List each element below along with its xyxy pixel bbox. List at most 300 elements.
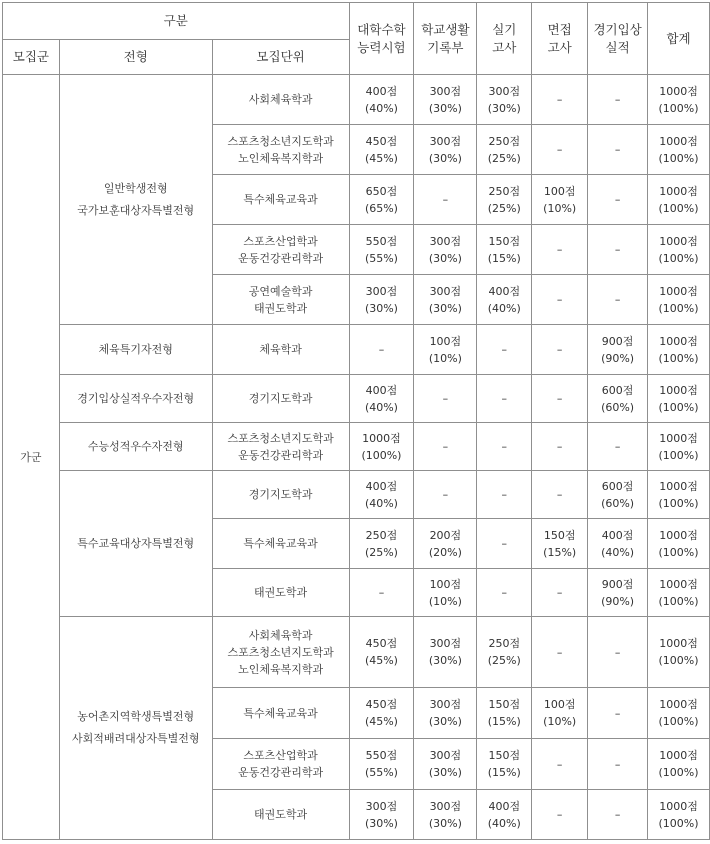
score-percent: (30%) [428, 251, 462, 265]
score-percent: (100%) [658, 496, 699, 510]
record-score-cell [414, 790, 477, 840]
empty-dash: – [442, 193, 449, 206]
recruit-unit-cell [212, 375, 349, 423]
csat-score-cell [349, 739, 414, 790]
empty-dash: – [556, 93, 563, 106]
table-row [3, 375, 710, 423]
score-percent: (90%) [601, 594, 635, 608]
empty-dash: – [556, 586, 563, 599]
score-points: 900점 [601, 577, 634, 591]
score-percent: (20%) [428, 545, 462, 559]
empty-dash: – [556, 808, 563, 821]
admission-type-label: 수능성적우수자전형 [87, 440, 184, 453]
score-points: 1000점 [659, 577, 698, 591]
record-score-cell [414, 423, 477, 471]
score-points: 150점 [488, 698, 521, 711]
score-points: 1000점 [659, 528, 698, 542]
csat-score-cell [349, 225, 414, 275]
score-percent: (40%) [487, 301, 521, 315]
score-points: 250점 [488, 184, 521, 198]
competition-score-cell [588, 175, 648, 225]
practical-score-cell [477, 617, 532, 688]
recruit-unit-label: 노인체육복지학과 [238, 151, 324, 165]
score-points: 150점 [488, 234, 521, 248]
total-score-cell [648, 125, 710, 175]
interview-score-cell [532, 569, 588, 617]
table-row [3, 75, 710, 125]
score-percent: (15%) [543, 545, 577, 559]
interview-score-cell [532, 75, 588, 125]
table-row [3, 325, 710, 375]
competition-score-cell [588, 471, 648, 519]
interview-score-cell [532, 325, 588, 375]
csat-score-cell [349, 790, 414, 840]
score-points: 1000점 [659, 431, 698, 445]
score-points: 1000점 [659, 284, 698, 298]
admission-type-cell [59, 375, 212, 423]
practical-score-cell [477, 325, 532, 375]
score-points: 600점 [601, 383, 634, 397]
score-percent: (60%) [601, 400, 635, 414]
empty-dash: – [556, 293, 563, 306]
score-percent: (55%) [364, 251, 398, 265]
score-percent: (55%) [364, 766, 398, 779]
record-score-cell [414, 471, 477, 519]
empty-dash: – [501, 343, 508, 356]
score-percent: (45%) [364, 151, 398, 165]
csat-score-cell [349, 325, 414, 375]
empty-dash: – [614, 143, 621, 156]
table-row [3, 617, 710, 688]
header-competition-record: 경기입상 실적 [588, 3, 648, 75]
recruit-unit-label: 태권도학과 [254, 586, 308, 599]
csat-score-cell [349, 125, 414, 175]
empty-dash: – [556, 243, 563, 256]
empty-dash: – [442, 392, 449, 405]
admission-type-label: 특수교육대상자특별전형 [77, 537, 195, 550]
recruit-unit-cell [212, 739, 349, 790]
competition-score-cell [588, 75, 648, 125]
total-score-cell [648, 471, 710, 519]
header-total: 합계 [648, 3, 710, 75]
record-score-cell [414, 75, 477, 125]
total-score-cell [648, 739, 710, 790]
score-points: 1000점 [659, 234, 698, 248]
interview-score-cell [532, 125, 588, 175]
practical-score-cell [477, 375, 532, 423]
score-percent: (100%) [658, 448, 699, 462]
score-points: 1000점 [659, 134, 698, 148]
total-score-cell [648, 519, 710, 569]
interview-score-cell [532, 688, 588, 739]
empty-dash: – [556, 757, 563, 771]
score-percent: (100%) [658, 816, 699, 830]
score-percent: (40%) [364, 400, 398, 414]
total-score-cell [648, 688, 710, 739]
recruit-unit-label: 태권도학과 [254, 301, 308, 315]
recruit-unit-cell [212, 125, 349, 175]
score-percent: (10%) [428, 594, 462, 608]
recruit-unit-label: 스포츠청소년지도학과 [227, 431, 334, 445]
score-points: 450점 [365, 637, 398, 650]
score-points: 200점 [429, 528, 462, 542]
recruit-unit-label: 운동건강관리학과 [238, 448, 324, 462]
score-points: 250점 [488, 637, 521, 650]
score-points: 100점 [429, 577, 462, 591]
score-percent: (25%) [487, 151, 521, 165]
competition-score-cell [588, 275, 648, 325]
total-score-cell [648, 375, 710, 423]
score-percent: (100%) [658, 351, 699, 365]
csat-score-cell [349, 471, 414, 519]
practical-score-cell [477, 688, 532, 739]
recruit-unit-cell [212, 423, 349, 471]
total-score-cell [648, 275, 710, 325]
score-points: 1000점 [659, 749, 698, 762]
empty-dash: – [556, 645, 563, 659]
admission-type-cell [59, 471, 212, 617]
csat-score-cell [349, 423, 414, 471]
empty-dash: – [501, 440, 508, 453]
score-points: 300점 [488, 84, 521, 98]
recruit-unit-label: 노인체육복지학과 [238, 662, 324, 676]
score-percent: (30%) [364, 816, 398, 830]
score-percent: (45%) [364, 654, 398, 667]
score-percent: (30%) [487, 101, 521, 115]
score-percent: (30%) [428, 151, 462, 165]
score-points: 1000점 [659, 799, 698, 813]
record-score-cell [414, 519, 477, 569]
score-points: 100점 [543, 184, 576, 198]
header-interview: 면접 고사 [532, 3, 588, 75]
empty-dash: – [556, 392, 563, 405]
recruit-unit-label: 사회체육학과 [248, 93, 313, 106]
interview-score-cell [532, 739, 588, 790]
table-row [3, 423, 710, 471]
empty-dash: – [501, 488, 508, 501]
score-points: 550점 [365, 234, 398, 248]
empty-dash: – [614, 293, 621, 306]
score-percent: (30%) [428, 766, 462, 779]
score-percent: (90%) [601, 351, 635, 365]
competition-score-cell [588, 688, 648, 739]
score-points: 150점 [543, 528, 576, 542]
admission-type-cell [59, 423, 212, 471]
interview-score-cell [532, 175, 588, 225]
practical-score-cell [477, 519, 532, 569]
total-score-cell [648, 225, 710, 275]
practical-score-cell [477, 125, 532, 175]
score-points: 450점 [365, 698, 398, 711]
header-admission-type: 전형 [59, 40, 212, 75]
admission-score-table [2, 2, 710, 840]
record-score-cell [414, 175, 477, 225]
interview-score-cell [532, 275, 588, 325]
score-percent: (10%) [543, 201, 577, 215]
admission-type-label: 체육특기자전형 [98, 343, 173, 356]
practical-score-cell [477, 790, 532, 840]
score-points: 450점 [365, 134, 398, 148]
score-percent: (100%) [658, 715, 699, 728]
record-score-cell [414, 569, 477, 617]
score-percent: (100%) [658, 251, 699, 265]
recruit-unit-cell [212, 688, 349, 739]
header-practical-exam: 실기 고사 [477, 3, 532, 75]
recruit-unit-label: 태권도학과 [254, 808, 308, 821]
competition-score-cell [588, 325, 648, 375]
practical-score-cell [477, 75, 532, 125]
recruit-unit-cell [212, 225, 349, 275]
empty-dash: – [501, 392, 508, 405]
score-percent: (65%) [364, 201, 398, 215]
admission-type-label: 일반학생전형 [103, 181, 168, 195]
header-recruit-unit: 모집단위 [212, 40, 349, 75]
total-score-cell [648, 423, 710, 471]
score-percent: (100%) [658, 151, 699, 165]
score-points: 400점 [488, 799, 521, 813]
empty-dash: – [501, 586, 508, 599]
recruit-unit-label: 사회체육학과 [248, 628, 313, 642]
total-score-cell [648, 325, 710, 375]
empty-dash: – [556, 143, 563, 156]
record-score-cell [414, 275, 477, 325]
interview-score-cell [532, 471, 588, 519]
score-points: 100점 [543, 698, 576, 711]
recruit-unit-label: 스포츠청소년지도학과 [227, 645, 334, 659]
record-score-cell [414, 688, 477, 739]
interview-score-cell [532, 375, 588, 423]
practical-score-cell [477, 739, 532, 790]
empty-dash: – [556, 343, 563, 356]
score-percent: (10%) [543, 715, 577, 728]
score-percent: (100%) [658, 101, 699, 115]
table-row [3, 471, 710, 519]
score-points: 1000점 [659, 698, 698, 711]
score-percent: (100%) [658, 654, 699, 667]
score-points: 1000점 [659, 383, 698, 397]
recruit-unit-cell [212, 519, 349, 569]
csat-score-cell [349, 75, 414, 125]
recruit-unit-label: 경기지도학과 [248, 488, 313, 501]
competition-score-cell [588, 569, 648, 617]
empty-dash: – [614, 706, 621, 720]
practical-score-cell [477, 175, 532, 225]
empty-dash: – [556, 440, 563, 453]
score-percent: (100%) [658, 545, 699, 559]
recruit-unit-cell [212, 617, 349, 688]
practical-score-cell [477, 569, 532, 617]
score-points: 150점 [488, 749, 521, 762]
empty-dash: – [614, 193, 621, 206]
score-points: 1000점 [659, 184, 698, 198]
csat-score-cell [349, 275, 414, 325]
score-percent: (45%) [364, 715, 398, 728]
header-category: 구분 [3, 3, 350, 40]
recruit-unit-cell [212, 275, 349, 325]
score-percent: (40%) [601, 545, 635, 559]
total-score-cell [648, 569, 710, 617]
score-percent: (30%) [428, 101, 462, 115]
score-percent: (15%) [487, 766, 521, 779]
admission-type-cell [59, 617, 212, 840]
score-percent: (15%) [487, 715, 521, 728]
score-percent: (40%) [487, 816, 521, 830]
admission-type-cell [59, 75, 212, 325]
score-points: 300점 [365, 284, 398, 298]
competition-score-cell [588, 423, 648, 471]
recruit-unit-label: 운동건강관리학과 [238, 766, 324, 779]
score-points: 1000점 [362, 431, 401, 445]
total-score-cell [648, 617, 710, 688]
record-score-cell [414, 225, 477, 275]
record-score-cell [414, 325, 477, 375]
empty-dash: – [614, 808, 621, 821]
recruit-unit-label: 운동건강관리학과 [238, 251, 324, 265]
admission-type-label: 경기입상실적우수자전형 [77, 392, 195, 405]
interview-score-cell [532, 423, 588, 471]
score-points: 400점 [488, 284, 521, 298]
csat-score-cell [349, 688, 414, 739]
empty-dash: – [614, 93, 621, 106]
score-points: 250점 [488, 134, 521, 148]
admission-type-cell [59, 325, 212, 375]
score-percent: (40%) [364, 496, 398, 510]
score-percent: (100%) [658, 301, 699, 315]
score-points: 550점 [365, 749, 398, 762]
interview-score-cell [532, 225, 588, 275]
competition-score-cell [588, 519, 648, 569]
score-percent: (25%) [487, 654, 521, 667]
score-points: 100점 [429, 334, 462, 348]
score-points: 1000점 [659, 479, 698, 493]
csat-score-cell [349, 519, 414, 569]
score-percent: (100%) [658, 594, 699, 608]
score-percent: (100%) [361, 448, 402, 462]
score-points: 650점 [365, 184, 398, 198]
admission-type-label: 국가보훈대상자특별전형 [77, 203, 195, 217]
record-score-cell [414, 739, 477, 790]
recruit-unit-cell [212, 175, 349, 225]
empty-dash: – [442, 440, 449, 453]
score-percent: (30%) [428, 816, 462, 830]
recruit-unit-label: 체육학과 [259, 343, 302, 356]
score-percent: (100%) [658, 766, 699, 779]
recruit-unit-label: 스포츠청소년지도학과 [227, 134, 334, 148]
practical-score-cell [477, 471, 532, 519]
score-percent: (10%) [428, 351, 462, 365]
recruit-unit-cell [212, 471, 349, 519]
competition-score-cell [588, 790, 648, 840]
score-points: 300점 [429, 698, 462, 711]
csat-score-cell [349, 569, 414, 617]
header-recruit-group: 모집군 [3, 40, 60, 75]
total-score-cell [648, 175, 710, 225]
score-percent: (25%) [364, 545, 398, 559]
recruit-unit-label: 특수체육교육과 [243, 537, 318, 550]
score-points: 300점 [429, 84, 462, 98]
csat-score-cell [349, 175, 414, 225]
score-percent: (30%) [428, 654, 462, 667]
score-percent: (40%) [364, 101, 398, 115]
empty-dash: – [378, 586, 385, 599]
recruit-unit-cell [212, 790, 349, 840]
empty-dash: – [614, 645, 621, 659]
score-points: 400점 [365, 383, 398, 397]
interview-score-cell [532, 519, 588, 569]
score-points: 300점 [365, 799, 398, 813]
interview-score-cell [532, 617, 588, 688]
score-percent: (25%) [487, 201, 521, 215]
recruit-unit-cell [212, 325, 349, 375]
recruit-unit-cell [212, 569, 349, 617]
score-percent: (100%) [658, 201, 699, 215]
record-score-cell [414, 617, 477, 688]
csat-score-cell [349, 617, 414, 688]
score-percent: (15%) [487, 251, 521, 265]
recruit-group-cell: 가군 [3, 75, 60, 840]
competition-score-cell [588, 375, 648, 423]
recruit-unit-label: 공연예술학과 [248, 284, 313, 298]
practical-score-cell [477, 275, 532, 325]
header-csat: 대학수학 능력시험 [349, 3, 414, 75]
admission-type-label: 농어촌지역학생특별전형 [77, 710, 195, 723]
score-points: 1000점 [659, 84, 698, 98]
recruit-unit-cell [212, 75, 349, 125]
header-school-record: 학교생활 기록부 [414, 3, 477, 75]
recruit-unit-label: 특수체육교육과 [243, 193, 318, 206]
empty-dash: – [501, 537, 508, 550]
empty-dash: – [442, 488, 449, 501]
competition-score-cell [588, 739, 648, 790]
score-points: 300점 [429, 234, 462, 248]
score-points: 400점 [601, 528, 634, 542]
recruit-unit-label: 특수체육교육과 [243, 706, 318, 720]
practical-score-cell [477, 423, 532, 471]
score-percent: (30%) [428, 715, 462, 728]
score-points: 600점 [601, 479, 634, 493]
table-body [3, 75, 710, 840]
total-score-cell [648, 75, 710, 125]
score-points: 300점 [429, 799, 462, 813]
practical-score-cell [477, 225, 532, 275]
score-percent: (100%) [658, 400, 699, 414]
score-points: 400점 [365, 84, 398, 98]
recruit-unit-label: 스포츠산업학과 [243, 234, 318, 248]
score-percent: (30%) [428, 301, 462, 315]
score-points: 300점 [429, 749, 462, 762]
score-points: 300점 [429, 134, 462, 148]
empty-dash: – [378, 343, 385, 356]
empty-dash: – [614, 440, 621, 453]
record-score-cell [414, 375, 477, 423]
score-percent: (60%) [601, 496, 635, 510]
competition-score-cell [588, 125, 648, 175]
score-points: 400점 [365, 479, 398, 493]
score-points: 900점 [601, 334, 634, 348]
empty-dash: – [614, 757, 621, 771]
score-points: 300점 [429, 284, 462, 298]
score-percent: (30%) [364, 301, 398, 315]
csat-score-cell [349, 375, 414, 423]
score-points: 1000점 [659, 334, 698, 348]
admission-type-label: 사회적배려대상자특별전형 [71, 732, 200, 745]
competition-score-cell [588, 617, 648, 688]
score-points: 300점 [429, 637, 462, 650]
empty-dash: – [556, 488, 563, 501]
empty-dash: – [614, 243, 621, 256]
competition-score-cell [588, 225, 648, 275]
recruit-unit-label: 경기지도학과 [248, 392, 313, 405]
